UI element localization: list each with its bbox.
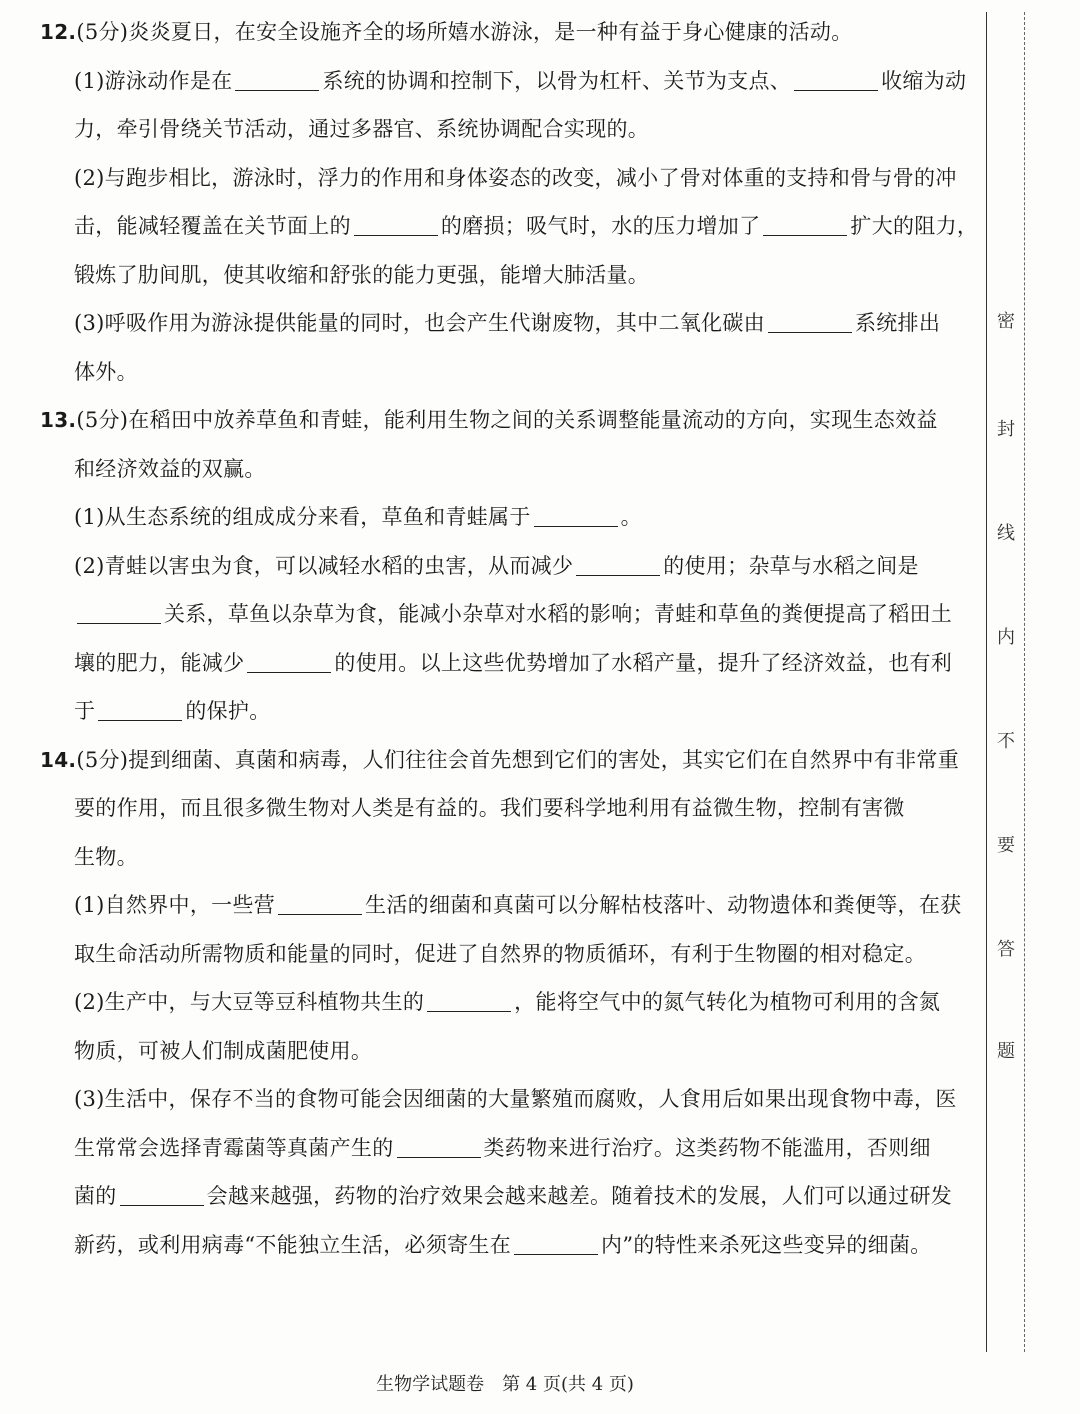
question-0 (40, 8, 980, 396)
text-segment: 体外。 (74, 359, 138, 384)
text-segment: (2)生产中，与大豆等豆科植物共生的 (74, 990, 425, 1014)
question-number: 13. (40, 408, 77, 432)
text-segment: 类药物来进行治疗。这类药物不能滥用，否则细 (483, 1135, 931, 1160)
question-line (40, 590, 980, 639)
question-line (40, 1075, 980, 1124)
answer-blank[interactable] (77, 622, 161, 624)
text-segment: 的磨损；吸气时，水的压力增加了 (440, 214, 761, 238)
question-number: 14. (40, 747, 77, 772)
text-segment: 新药，或利用病毒“不能独立生活，必须寄生在 (74, 1232, 512, 1257)
question-points: (5分) (76, 747, 129, 772)
text-segment: 物质，可被人们制成菌肥使用。 (74, 1038, 373, 1063)
text-segment: 生常常会选择青霉菌等真菌产生的 (74, 1135, 394, 1160)
question-line (40, 154, 980, 203)
text-segment: 的使用；杂草与水稻之间是 (663, 553, 919, 578)
answer-blank[interactable] (427, 1010, 511, 1012)
text-segment: 取生命活动所需物质和能量的同时，促进了自然界的物质循环，有利于生物圈的相对稳定。 (74, 941, 926, 966)
answer-blank[interactable] (514, 1253, 598, 1255)
question-line (40, 542, 980, 591)
text-segment: (2)青蛙以害虫为食，可以减轻水稻的虫害，从而减少 (74, 553, 574, 578)
text-segment: (3)生活中，保存不当的食物可能会因细菌的大量繁殖而腐败，人食用后如果出现食物中毒，医 (74, 1087, 957, 1111)
question-line (40, 1172, 980, 1221)
text-segment: 击，能减轻覆盖在关节面上的 (74, 214, 351, 238)
binding-char: 密 (994, 310, 1018, 334)
text-segment: 生物。 (74, 844, 138, 869)
answer-blank[interactable] (247, 671, 331, 673)
text-segment: 会越来越强，药物的治疗效果会越来越差。随着技术的发展，人们可以通过研发 (206, 1184, 953, 1208)
question-line (40, 687, 980, 736)
text-segment: 关系，草鱼以杂草为食，能减小杂草对水稻的影响；青蛙和草鱼的粪便提高了稻田土 (164, 602, 953, 626)
binding-char: 不 (994, 730, 1018, 754)
answer-blank[interactable] (768, 331, 852, 333)
question-line (40, 57, 980, 106)
binding-char: 封 (994, 418, 1018, 442)
text-segment: 菌的 (74, 1184, 117, 1208)
question-line (40, 881, 980, 930)
question-number: 12. (40, 20, 77, 44)
question-line (40, 202, 980, 251)
question-line (40, 299, 980, 348)
text-segment: 在稻田中放养草鱼和青蛙，能利用生物之间的关系调整能量流动的方向，实现生态效益 (128, 408, 938, 432)
text-segment: 炎炎夏日，在安全设施齐全的场所嬉水游泳，是一种有益于身心健康的活动。 (128, 20, 853, 44)
binding-line (986, 12, 987, 1352)
binding-char: 内 (994, 626, 1018, 650)
question-line (40, 1027, 980, 1076)
answer-blank[interactable] (98, 719, 182, 721)
text-segment: 内”的特性来杀死这些变异的细菌。 (601, 1232, 932, 1257)
text-segment: ，能将空气中的氮气转化为植物可利用的含氮 (514, 990, 941, 1014)
text-segment: 的保护。 (185, 699, 271, 723)
text-segment: 壤的肥力，能减少 (74, 650, 245, 675)
answer-blank[interactable] (120, 1204, 204, 1206)
question-line (40, 833, 980, 882)
text-segment: 和经济效益的双赢。 (74, 456, 266, 481)
question-line (40, 930, 980, 979)
question-line (40, 493, 980, 542)
binding-char: 题 (994, 1040, 1018, 1064)
text-segment: 要的作用，而且很多微生物对人类是有益的。我们要科学地利用有益微生物，控制有害微 (74, 796, 905, 820)
answer-blank[interactable] (278, 913, 362, 915)
question-line (40, 784, 980, 833)
answer-blank[interactable] (576, 574, 660, 576)
question-points: (5分) (76, 408, 129, 432)
text-segment: 收缩为动 (881, 68, 967, 93)
text-segment: (2)与跑步相比，游泳时，浮力的作用和身体姿态的改变，减小了骨对体重的支持和骨与骨的冲 (74, 165, 957, 190)
questions-area (40, 8, 980, 1269)
question-line (40, 639, 980, 688)
text-segment: (1)自然界中，一些营 (74, 893, 276, 917)
text-segment: (3)呼吸作用为游泳提供能量的同时，也会产生代谢废物，其中二氧化碳由 (74, 311, 765, 335)
question-line (40, 348, 980, 397)
answer-blank[interactable] (794, 89, 878, 91)
question-1 (40, 396, 980, 736)
binding-char: 要 (994, 834, 1018, 858)
question-line (40, 1124, 980, 1173)
question-stem (40, 396, 980, 445)
text-segment: (1)游泳动作是在 (74, 68, 233, 93)
question-line (40, 445, 980, 494)
question-points: (5分) (76, 20, 129, 44)
answer-blank[interactable] (354, 234, 438, 236)
question-line (40, 978, 980, 1027)
answer-blank[interactable] (235, 89, 319, 91)
binding-char: 答 (994, 938, 1018, 962)
text-segment: 于 (74, 699, 96, 723)
text-segment: (1)从生态系统的组成成分来看，草鱼和青蛙属于 (74, 505, 531, 529)
text-segment: 系统排出 (854, 311, 941, 335)
question-line (40, 105, 980, 154)
question-line (40, 1221, 980, 1270)
text-segment: 锻炼了肋间肌，使其收缩和舒张的能力更强，能增大肺活量。 (74, 262, 650, 287)
text-segment: 提到细菌、真菌和病毒，人们往往会首先想到它们的害处，其实它们在自然界中有非常重 (128, 747, 959, 772)
text-segment: 生活的细菌和真菌可以分解枯枝落叶、动物遗体和粪便等，在获 (365, 893, 962, 917)
text-segment: 扩大的阻力， (850, 214, 979, 238)
question-2 (40, 736, 980, 1270)
question-stem (40, 8, 980, 57)
text-segment: 系统的协调和控制下，以骨为杠杆、关节为支点、 (322, 68, 792, 93)
answer-blank[interactable] (763, 234, 847, 236)
page-footer: 生物学试题卷 第 4 页(共 4 页) (376, 1374, 634, 1395)
question-stem (40, 736, 980, 785)
text-segment: 的使用。以上这些优势增加了水稻产量，提升了经济效益，也有利 (334, 650, 953, 675)
binding-char: 线 (994, 522, 1018, 546)
text-segment: 力，牵引骨绕关节活动，通过多器官、系统协调配合实现的。 (74, 117, 650, 141)
question-line (40, 251, 980, 300)
answer-blank[interactable] (397, 1156, 481, 1158)
text-segment: 。 (620, 505, 642, 529)
binding-dashed-line (1024, 12, 1025, 1352)
answer-blank[interactable] (534, 525, 618, 527)
